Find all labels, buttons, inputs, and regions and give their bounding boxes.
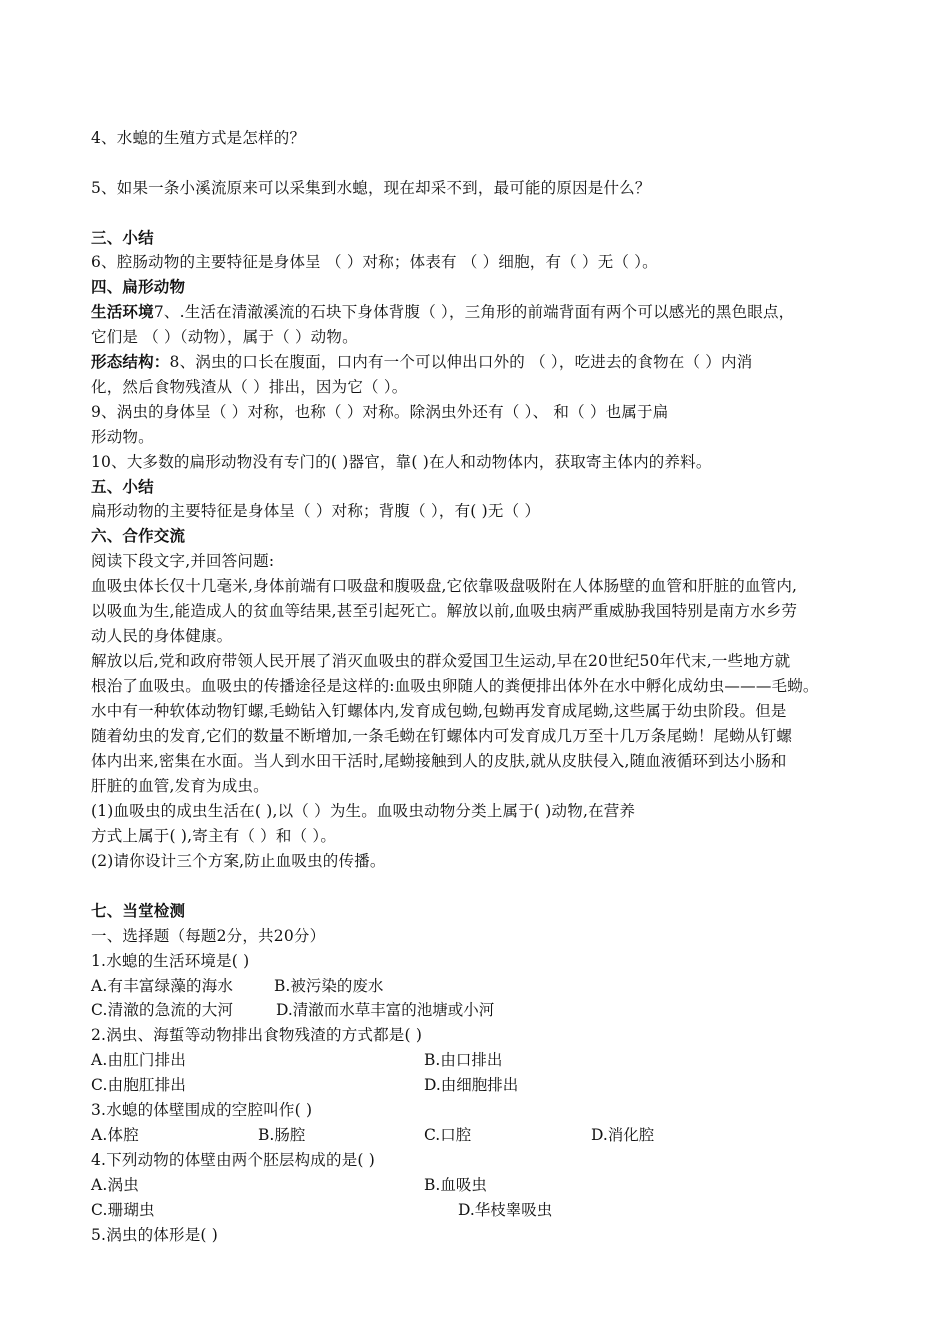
mc-option: D.华枝睾吸虫 [458,1201,553,1219]
choice-section-title: 一、选择题（每题2分，共20分） [91,927,326,945]
mc-question-1: 1.水螅的生活环境是( ) [91,952,250,970]
mc-option: C.珊瑚虫 [91,1201,155,1219]
question-10: 10、大多数的扁形动物没有专门的( )器官，靠( )在人和动物体内，获取寄主体内的养料。 [91,453,712,471]
mc-option: B.由口排出 [424,1051,503,1069]
question-8-line-2: 化，然后食物残渣从（ ）排出，因为它（ ）。 [91,378,408,396]
sub-question-1-line-1: (1)血吸虫的成虫生活在( ),以（ ）为生。血吸虫动物分类上属于( )动物,在营养 [91,802,636,820]
mc-option: C.清澈的急流的大河 [91,1001,234,1019]
question-9-line-2: 形动物。 [91,428,154,446]
habitat-label: 生活环境 [91,302,154,321]
question-8-text: 8、涡虫的口长在腹面，口内有一个可以伸出口外的 （ ），吃进去的食物在（ ）内消 [169,353,753,371]
question-7-line-2: 它们是 （ ）（动物），属于（ ）动物。 [91,328,358,346]
form-label: 形态结构： [91,352,170,371]
mc-option: D.消化腔 [591,1126,655,1144]
mc-option: C.由胞肛排出 [91,1076,187,1094]
mc-question-3: 3.水螅的体壁围成的空腔叫作( ) [91,1101,313,1119]
passage-line: 根治了血吸虫。血吸虫的传播途径是这样的:血吸虫卵随人的粪便排出体外在水中孵化成幼虫———毛蚴。 [91,677,819,695]
question-8-line-1 [91,352,752,372]
mc-option: A.有丰富绿藻的海水 [91,977,234,995]
sub-question-2: (2)请你设计三个方案,防止血吸虫的传播。 [91,852,386,870]
sub-question-1-line-2: 方式上属于( ),寄主有（ ）和（ ）。 [91,827,337,845]
mc-option: A.由肛门排出 [91,1051,187,1069]
question-5: 5、如果一条小溪流原来可以采集到水螅，现在却采不到，最可能的原因是什么？ [91,179,651,197]
passage-line: 以吸血为生,能造成人的贫血等结果,甚至引起死亡。解放以前,血吸虫病严重威胁我国特别是南方水乡劳 [91,602,798,620]
section-3-heading: 三、小结 [91,228,154,247]
mc-option: A.体腔 [91,1126,139,1144]
question-7-line-1 [91,302,794,322]
section-6-heading: 六、合作交流 [91,526,186,545]
mc-option: B.肠腔 [258,1126,306,1144]
passage-line: 体内出来,密集在水面。当人到水田干活时,尾蚴接触到人的皮肤,就从皮肤侵入,随血液循环到达小肠和 [91,752,787,770]
passage-line: 随着幼虫的发育,它们的数量不断增加,一条毛蚴在钉螺体内可发育成几万至十几万条尾蚴！尾蚴从钉螺 [91,727,793,745]
mc-option: B.被污染的废水 [274,977,384,995]
section-5-heading: 五、小结 [91,477,154,496]
passage-line: 解放以后,党和政府带领人民开展了消灭血吸虫的群众爱国卫生运动,早在20世纪50年代末,一些地方就 [91,652,791,670]
mc-option: D.清澈而水草丰富的池塘或小河 [276,1001,495,1019]
mc-option: A.涡虫 [91,1176,139,1194]
mc-option: C.口腔 [424,1126,472,1144]
section-5-summary: 扁形动物的主要特征是身体呈（ ）对称；背腹（ ），有( )无（ ） [91,502,541,520]
passage-line: 动人民的身体健康。 [91,627,233,645]
question-9-line-1: 9、涡虫的身体呈（ ）对称，也称（ ）对称。除涡虫外还有（ ）、 和（ ）也属于扁 [91,403,669,421]
passage-line: 血吸虫体长仅十几毫米,身体前端有口吸盘和腹吸盘,它依靠吸盘吸附在人体肠壁的血管和肝脏的血管内, [91,577,798,595]
passage-line: 肝脏的血管,发育为成虫。 [91,777,269,795]
mc-question-5: 5.涡虫的体形是( ) [91,1226,219,1244]
question-4: 4、水螅的生殖方式是怎样的？ [91,129,306,147]
passage-line: 水中有一种软体动物钉螺,毛蚴钻入钉螺体内,发育成包蚴,包蚴再发育成尾蚴,这些属于幼虫阶段。但是 [91,702,787,720]
section-7-heading: 七、当堂检测 [91,901,186,920]
mc-question-4: 4.下列动物的体壁由两个胚层构成的是( ) [91,1151,376,1169]
section-4-heading: 四、扁形动物 [91,277,186,296]
mc-option: B.血吸虫 [424,1176,487,1194]
mc-option: D.由细胞排出 [424,1076,519,1094]
question-7-text: 7、.生活在清澈溪流的石块下身体背腹（ ），三角形的前端背面有两个可以感光的黑色眼点， [153,303,795,321]
question-6: 6、腔肠动物的主要特征是身体呈 （ ）对称；体表有 （ ）细胞，有（ ）无（ ）。 [91,253,658,271]
mc-question-2: 2.涡虫、海蜇等动物排出食物残渣的方式都是( ) [91,1026,423,1044]
reading-intro: 阅读下段文字,并回答问题: [91,552,275,570]
